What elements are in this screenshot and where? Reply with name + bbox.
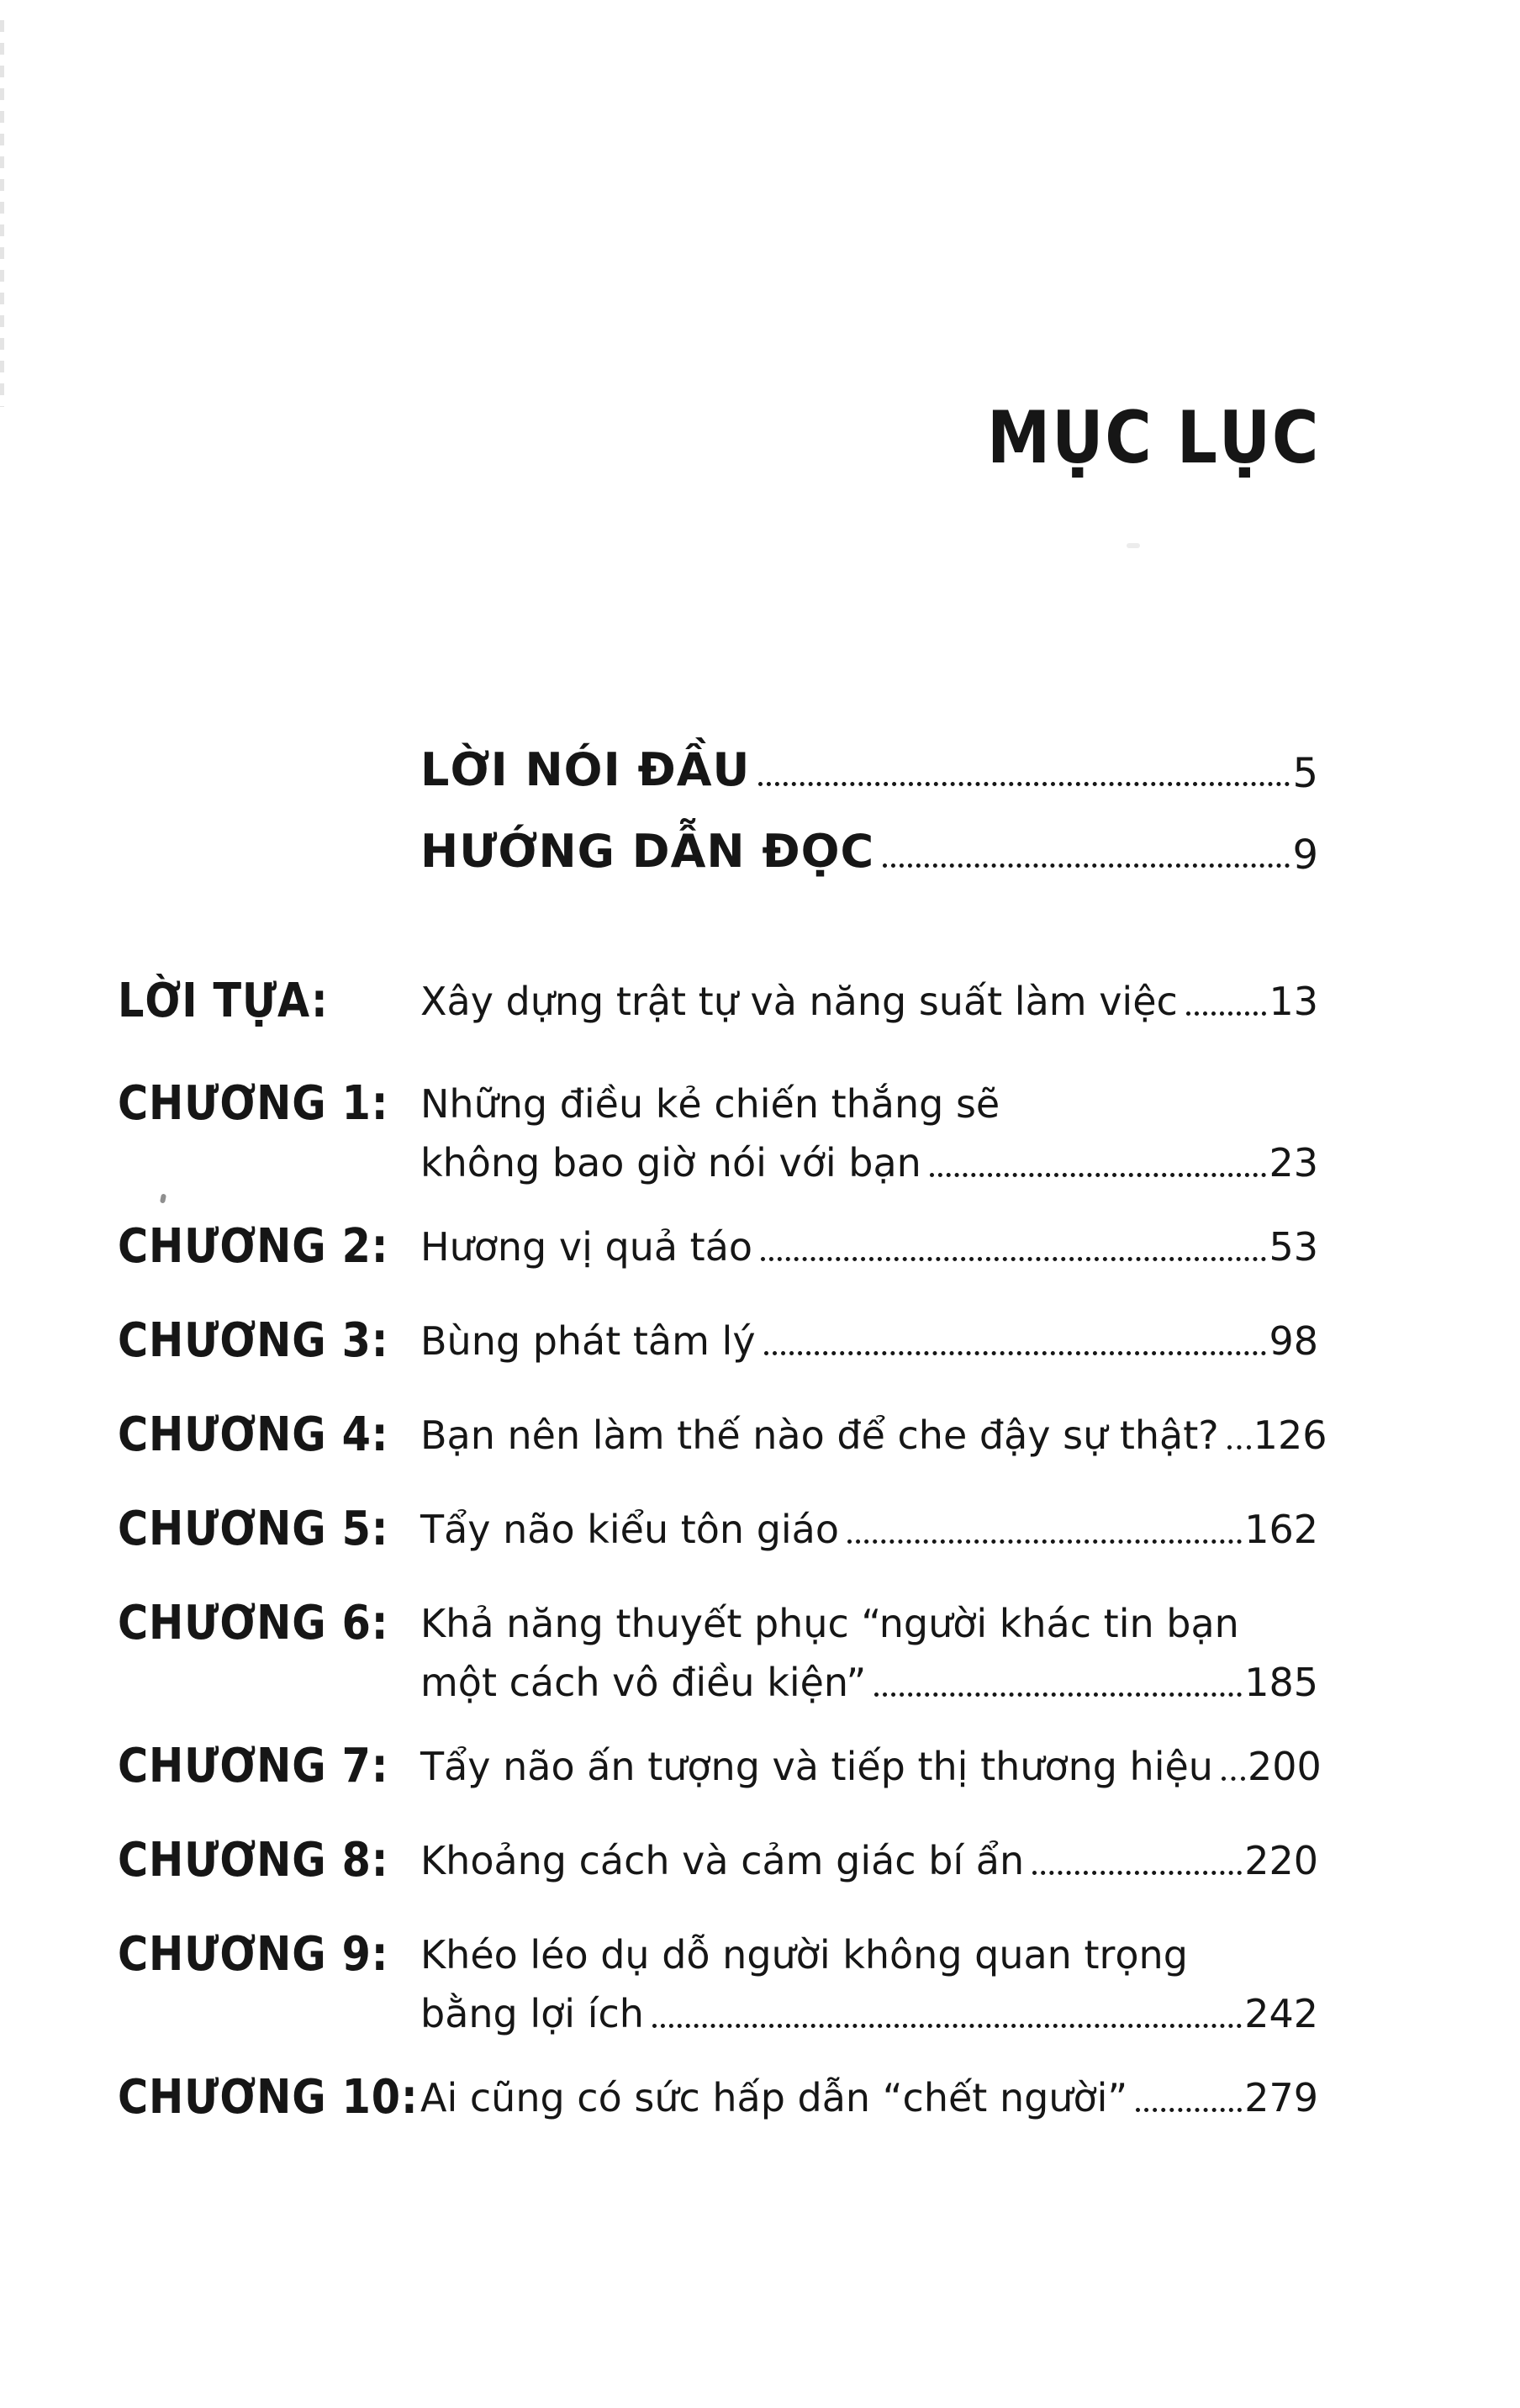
entry-text: Hương vị quả táo [420, 1224, 753, 1270]
entry-line [420, 1217, 1318, 1276]
entry-line [420, 2068, 1318, 2127]
dot-leader [758, 782, 1290, 786]
entry-line [420, 972, 1318, 1031]
page-number: 23 [1269, 1140, 1318, 1186]
page-number: 162 [1244, 1507, 1318, 1552]
entry-content [420, 1500, 1318, 1559]
entry-text: Những điều kẻ chiến thắng sẽ [420, 1081, 1000, 1127]
entry-content [420, 2068, 1318, 2127]
entry-text: Khéo léo dụ dỗ người không quan trọng [420, 1932, 1188, 1978]
entry-text: Khả năng thuyết phục “người khác tin bạn [420, 1601, 1239, 1646]
entry-line [420, 1737, 1322, 1796]
toc-row [118, 1737, 1322, 1796]
entry-line [420, 1831, 1318, 1890]
chapter-label-col [118, 2068, 420, 2127]
dot-leader [764, 1351, 1267, 1355]
page-number: 5 [1292, 750, 1318, 798]
entry-text: Tẩy não kiểu tôn giáo [420, 1507, 840, 1552]
dot-leader [1032, 1871, 1242, 1875]
page-number: 9 [1292, 832, 1318, 879]
entry-content [420, 1075, 1318, 1192]
dot-leader [652, 2024, 1242, 2028]
page-number: 242 [1244, 1991, 1318, 2036]
toc-row [118, 1075, 1318, 1192]
toc-row [118, 1312, 1318, 1370]
page-number: 279 [1244, 2075, 1318, 2120]
entry-line [420, 1133, 1318, 1192]
entry-line [420, 1925, 1318, 1984]
chapter-label-col [118, 1831, 420, 1890]
entry-text: Bùng phát tâm lý [420, 1318, 756, 1364]
front-matter-row [420, 801, 1318, 883]
entry-text: Tẩy não ấn tượng và tiếp thị thương hiệu [420, 1744, 1213, 1789]
toc-row [118, 1217, 1318, 1276]
page-number: 98 [1269, 1318, 1318, 1364]
page-number: 200 [1247, 1744, 1322, 1789]
entry-line [420, 1312, 1318, 1370]
dot-leader [761, 1257, 1266, 1261]
chapter-label: CHƯƠNG 2: [118, 1219, 389, 1274]
chapter-label: CHƯƠNG 1: [118, 1076, 389, 1131]
chapter-label: CHƯƠNG 5: [118, 1502, 389, 1556]
dot-leader [847, 1539, 1242, 1544]
chapter-label-col [118, 1737, 420, 1796]
chapter-label-col [118, 1312, 420, 1370]
entry-content [420, 1594, 1318, 1712]
toc-row [118, 1406, 1327, 1465]
entry-text: Bạn nên làm thế nào để che đậy sự thật? [420, 1413, 1219, 1458]
entry-text: Ai cũng có sức hấp dẫn “chết người” [420, 2075, 1128, 2120]
chapter-label-col [118, 1500, 420, 1559]
chapter-label: CHƯƠNG 4: [118, 1407, 389, 1462]
front-matter-label: LỜI NÓI ĐẦU [420, 742, 751, 796]
front-matter-label: HƯỚNG DẪN ĐỌC [420, 824, 875, 878]
dot-leader [874, 1692, 1242, 1697]
entry-content [420, 1217, 1318, 1276]
dot-leader [1136, 2108, 1242, 2112]
dot-leader [883, 863, 1290, 868]
entry-content [420, 1925, 1318, 2043]
chapter-label: CHƯƠNG 8: [118, 1833, 389, 1888]
entry-content [420, 1737, 1322, 1796]
entry-content [420, 972, 1318, 1031]
entry-text: một cách vô điều kiện” [420, 1660, 867, 1705]
dot-leader [1222, 1777, 1245, 1781]
toc-list [118, 972, 1327, 2162]
chapter-label: CHƯƠNG 7: [118, 1739, 389, 1793]
toc-row [118, 1500, 1318, 1559]
entry-text: không bao giờ nói với bạn [420, 1140, 921, 1186]
entry-line [420, 1075, 1318, 1133]
chapter-label-col [118, 1217, 420, 1276]
page-number: 13 [1269, 979, 1318, 1024]
chapter-label-col [118, 1925, 420, 1984]
scan-artifact-smudge [1127, 543, 1140, 548]
entry-line [420, 1594, 1318, 1653]
toc-row [118, 1925, 1318, 2043]
chapter-label-col [118, 1406, 420, 1465]
entry-content [420, 1312, 1318, 1370]
toc-row [118, 1831, 1318, 1890]
front-matter-row [420, 720, 1318, 801]
entry-text: Khoảng cách và cảm giác bí ẩn [420, 1838, 1025, 1883]
entry-text: bằng lợi ích [420, 1991, 644, 2036]
page-number: 53 [1269, 1224, 1318, 1270]
entry-content [420, 1831, 1318, 1890]
toc-row [118, 2068, 1318, 2127]
front-matter-list [420, 720, 1318, 883]
toc-row [118, 1594, 1318, 1712]
page-number: 185 [1244, 1660, 1318, 1705]
dot-leader [930, 1173, 1267, 1177]
chapter-label-col [118, 972, 420, 1031]
entry-line [420, 1653, 1318, 1712]
chapter-label: CHƯƠNG 10: [118, 2070, 419, 2125]
chapter-label-col [118, 1075, 420, 1133]
chapter-label: LỜI TỰA: [118, 974, 329, 1028]
chapter-label: CHƯƠNG 6: [118, 1596, 389, 1650]
entry-text: Xây dựng trật tự và năng suất làm việc [420, 979, 1178, 1024]
entry-line [420, 1984, 1318, 2043]
page-number: 126 [1253, 1413, 1327, 1458]
page-title: MỤC LỤC [986, 396, 1320, 480]
toc-row [118, 972, 1318, 1031]
scan-artifact-edge [0, 20, 4, 407]
dot-leader [1186, 1011, 1267, 1016]
chapter-label: CHƯƠNG 9: [118, 1927, 389, 1982]
chapter-label-col [118, 1594, 420, 1653]
entry-line [420, 1500, 1318, 1559]
entry-line [420, 1406, 1327, 1465]
page-number: 220 [1244, 1838, 1318, 1883]
dot-leader [1227, 1445, 1251, 1450]
chapter-label: CHƯƠNG 3: [118, 1313, 389, 1368]
entry-content [420, 1406, 1327, 1465]
